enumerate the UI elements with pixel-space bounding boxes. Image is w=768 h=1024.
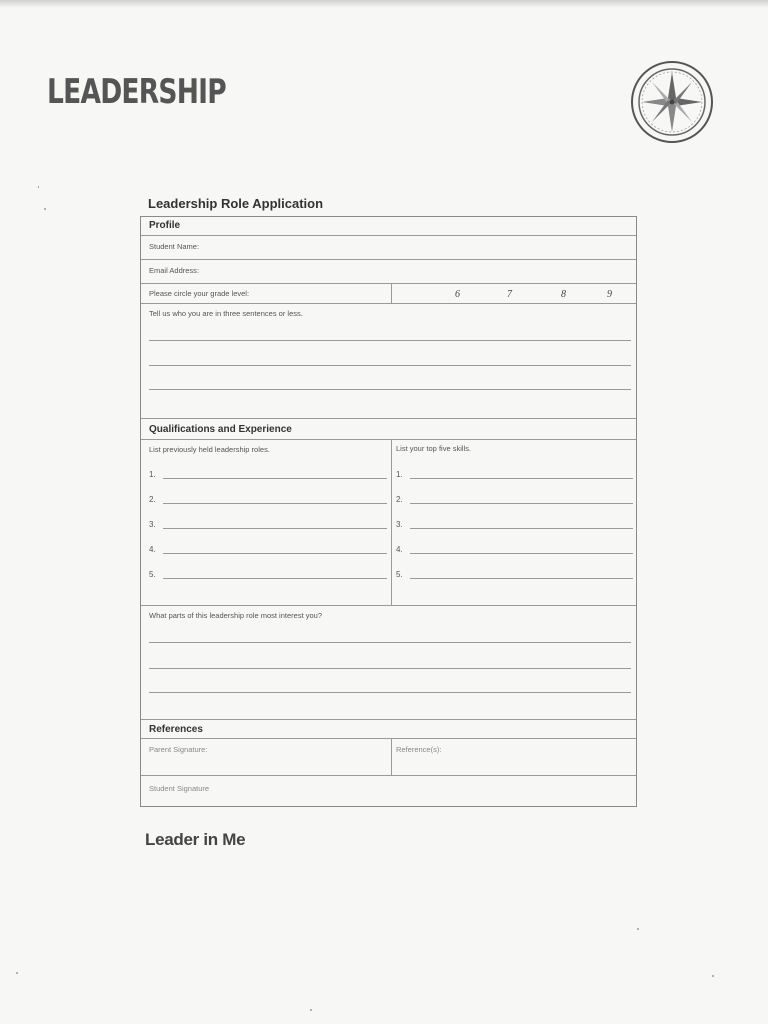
form-title: Leadership Role Application — [148, 196, 324, 211]
roles-prompt: List previously held leadership roles. — [149, 445, 270, 454]
role-line[interactable] — [163, 528, 387, 529]
role-number: 2. — [149, 495, 156, 504]
skill-number: 4. — [396, 545, 403, 554]
skill-line[interactable] — [410, 553, 633, 554]
answer-line — [149, 389, 631, 390]
about-field[interactable] — [141, 304, 636, 419]
signatures-row — [141, 739, 636, 776]
grade-divider — [391, 284, 392, 304]
scan-edge — [0, 0, 768, 8]
scan-speck — [38, 186, 39, 188]
role-number: 5. — [149, 570, 156, 579]
role-number: 4. — [149, 545, 156, 554]
scan-speck — [712, 975, 714, 977]
answer-line — [149, 642, 631, 643]
scan-speck — [44, 208, 46, 210]
profile-header: Profile — [149, 220, 181, 231]
student-signature-label: Student Signature — [149, 784, 210, 793]
role-line[interactable] — [163, 478, 387, 479]
grade-option-9[interactable]: 9 — [607, 289, 612, 300]
skill-number: 5. — [396, 570, 403, 579]
grade-option-7[interactable]: 7 — [507, 289, 512, 300]
role-line[interactable] — [163, 578, 387, 579]
skills-prompt: List your top five skills. — [396, 444, 472, 453]
footer-brand-logo: Leader in Me — [145, 830, 246, 849]
profile-section-header — [141, 217, 636, 236]
skill-number: 2. — [396, 495, 403, 504]
email-field[interactable] — [141, 260, 636, 284]
scan-speck — [637, 928, 639, 930]
compass-icon — [628, 60, 716, 144]
answer-line — [149, 340, 631, 341]
application-form — [140, 216, 637, 807]
email-label: Email Address: — [149, 266, 200, 275]
references-header: References — [149, 724, 203, 735]
student-name-label: Student Name: — [149, 242, 200, 251]
role-line[interactable] — [163, 503, 387, 504]
references-label: Reference(s): — [396, 745, 442, 754]
scan-speck — [310, 1009, 312, 1011]
answer-line — [149, 365, 631, 366]
skill-number: 3. — [396, 520, 403, 529]
skill-line[interactable] — [410, 578, 633, 579]
signatures-divider — [391, 739, 392, 776]
interest-prompt: What parts of this leadership role most interest you? — [149, 611, 322, 620]
role-line[interactable] — [163, 553, 387, 554]
banner-title: LEADERSHIP — [47, 72, 226, 112]
scan-speck — [16, 972, 18, 974]
role-number: 3. — [149, 520, 156, 529]
student-name-field[interactable] — [141, 236, 636, 260]
answer-line — [149, 692, 631, 693]
roles-skills-row — [141, 440, 636, 606]
grade-option-8[interactable]: 8 — [561, 289, 566, 300]
qualifications-header: Qualifications and Experience — [149, 424, 292, 435]
student-signature-field[interactable] — [141, 776, 636, 808]
grade-option-6[interactable]: 6 — [455, 289, 460, 300]
about-prompt: Tell us who you are in three sentences or less. — [149, 309, 303, 318]
skill-line[interactable] — [410, 503, 633, 504]
grade-prompt: Please circle your grade level: — [149, 289, 250, 298]
parent-signature-label: Parent Signature: — [149, 745, 208, 754]
interest-field[interactable] — [141, 606, 636, 720]
qualifications-divider — [391, 440, 392, 606]
skill-number: 1. — [396, 470, 403, 479]
skill-line[interactable] — [410, 478, 633, 479]
skill-line[interactable] — [410, 528, 633, 529]
answer-line — [149, 668, 631, 669]
role-number: 1. — [149, 470, 156, 479]
references-section-header — [141, 720, 636, 739]
qualifications-section-header — [141, 419, 636, 440]
